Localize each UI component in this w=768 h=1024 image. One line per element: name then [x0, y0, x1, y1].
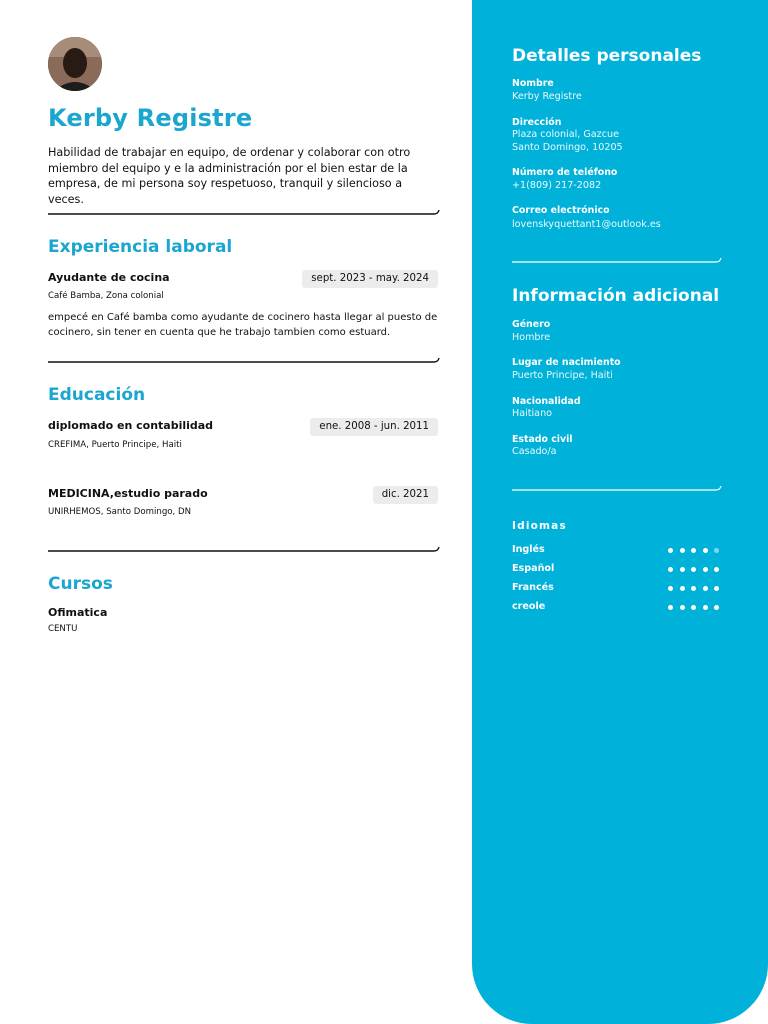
level-dot: [703, 567, 708, 572]
language-level-dots: [668, 605, 720, 611]
additional-info-title: Información adicional: [512, 286, 720, 306]
language-row: [512, 582, 720, 596]
phone-value: +1(809) 217-2082: [512, 180, 602, 191]
level-dot: [703, 548, 708, 553]
languages-title: Idiomas: [512, 520, 567, 532]
level-dot: [691, 586, 696, 591]
personal-details-title: Detalles personales: [512, 46, 702, 66]
experience-title: Experiencia laboral: [48, 237, 233, 257]
level-dot: [703, 605, 708, 610]
language-row: [512, 601, 720, 615]
address-line: Plaza colonial, Gazcue: [512, 129, 619, 140]
course-place: CENTU: [48, 624, 78, 634]
course-name: Ofimatica: [48, 606, 108, 619]
sidebar-divider: [512, 484, 722, 492]
level-dot: [668, 605, 673, 610]
courses-title: Cursos: [48, 574, 113, 594]
avatar: [48, 37, 102, 91]
level-dot: [691, 548, 696, 553]
education-title: Educación: [48, 385, 146, 405]
profile-summary: Habilidad de trabajar en equipo, de ordenar y colaborar con otro miembro del equipo y e la administración por el bien estar de la empresa, de mi persona soy respetuoso, tranquil y silencioso a veces.: [48, 146, 411, 206]
language-name: Inglés: [512, 544, 545, 555]
level-dot: [680, 567, 685, 572]
phone-label: Número de teléfono: [512, 167, 618, 178]
level-dot: [691, 605, 696, 610]
address-line: Santo Domingo, 10205: [512, 142, 623, 153]
gender-label: Género: [512, 319, 551, 330]
level-dot: [714, 548, 719, 553]
language-level-dots: [668, 548, 720, 554]
profile-photo: [48, 37, 102, 91]
language-name: Español: [512, 563, 555, 574]
education-place: UNIRHEMOS, Santo Domingo, DN: [48, 507, 192, 517]
sidebar-divider: [512, 256, 722, 264]
gender-value: Hombre: [512, 332, 551, 343]
experience-place: Café Bamba, Zona colonial: [48, 291, 164, 301]
experience-role: Ayudante de cocina: [48, 271, 170, 284]
name-value: Kerby Registre: [512, 91, 582, 102]
language-row: [512, 544, 720, 558]
sidebar: [472, 0, 768, 1024]
level-dot: [691, 567, 696, 572]
email-label: Correo electrónico: [512, 205, 610, 216]
birthplace-value: Puerto Principe, Haiti: [512, 370, 613, 381]
level-dot: [714, 567, 719, 572]
level-dot: [703, 586, 708, 591]
level-dot: [680, 548, 685, 553]
language-level-dots: [668, 586, 720, 592]
section-divider: [48, 356, 440, 364]
language-level-dots: [668, 567, 720, 573]
candidate-name: Kerby Registre: [48, 104, 253, 132]
education-degree: diplomado en contabilidad: [48, 419, 214, 432]
address-label: Dirección: [512, 117, 562, 128]
level-dot: [680, 586, 685, 591]
civil-status-label: Estado civil: [512, 434, 573, 445]
level-dot: [714, 586, 719, 591]
level-dot: [668, 548, 673, 553]
name-label: Nombre: [512, 78, 554, 89]
education-place: CREFIMA, Puerto Principe, Haiti: [48, 440, 182, 450]
language-row: [512, 563, 720, 577]
education-degree: MEDICINA,estudio parado: [48, 487, 208, 500]
birthplace-label: Lugar de nacimiento: [512, 357, 621, 368]
civil-status-value: Casado/a: [512, 446, 557, 457]
nationality-value: Haitiano: [512, 408, 553, 419]
education-dates-badge: dic. 2021: [373, 486, 438, 504]
level-dot: [668, 586, 673, 591]
nationality-label: Nacionalidad: [512, 396, 581, 407]
email-value: lovenskyquettant1@outlook.es: [512, 219, 661, 230]
level-dot: [714, 605, 719, 610]
level-dot: [668, 567, 673, 572]
level-dot: [680, 605, 685, 610]
experience-description: empecé en Café bamba como ayudante de cocinero hasta llegar al puesto de cocinero, sin tener en cuenta que he trabajo tambien como estuard.: [48, 312, 438, 338]
language-name: creole: [512, 601, 546, 612]
experience-dates-badge: sept. 2023 - may. 2024: [302, 270, 438, 288]
language-name: Francés: [512, 582, 554, 593]
section-divider: [48, 545, 440, 553]
section-divider: [48, 208, 440, 216]
education-dates-badge: ene. 2008 - jun. 2011: [310, 418, 438, 436]
